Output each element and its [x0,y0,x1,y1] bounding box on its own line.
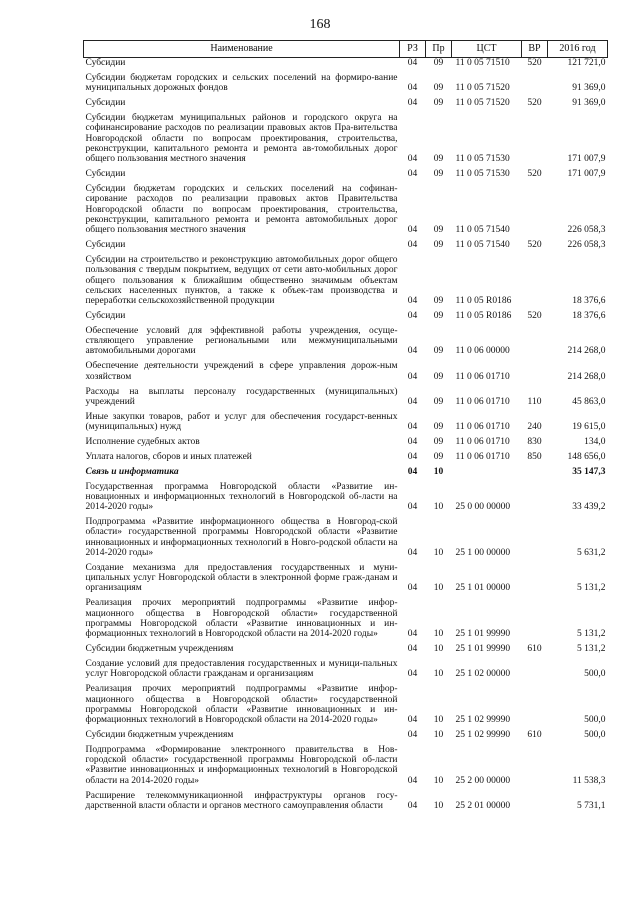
cell-sum: 35 147,3 [572,466,606,477]
cell-name: Обеспечение деятельности учреждений в сфере управления дорож-ным хозяйством [85,361,398,382]
cell-sum: 171 007,9 [567,154,606,165]
cell-rz: 04 [407,310,418,321]
cell-name: Субсидии [85,240,126,251]
cell-vr [522,326,548,361]
cell-sum: 148 656,0 [567,451,606,462]
cell-sum: 5 131,2 [577,644,606,655]
cell-sum: 91 369,0 [572,83,606,94]
table-row [84,730,608,745]
cell-pr: 10 [433,775,444,786]
cell-cst: 25 1 01 99990 [455,629,511,640]
cell-pr: 09 [433,296,444,307]
table-row [84,659,608,684]
cell-name: Субсидии бюджетным учреждениям [85,729,234,740]
cell-sum: 226 058,3 [567,225,606,236]
cell-rz: 04 [407,154,418,165]
cell-sum: 18 376,6 [572,310,606,321]
cell-rz: 04 [407,240,418,251]
cell-name: Реализация прочих мероприятий подпрограммы «Развитие инфор-мационного общества в Новгородской области» государственной программы Новгородской области «Развитие инновационных и ин-формационных технологий в Новгородской области на 2014-2020 годы» [85,684,398,726]
cell-rz: 04 [407,422,418,433]
table-row [84,598,608,644]
cell-pr: 09 [433,225,444,236]
cell-rz: 04 [407,715,418,726]
cell-pr: 09 [433,58,444,68]
cell-rz: 04 [407,729,418,740]
table-row [84,113,608,169]
budget-table [83,40,608,816]
cell-sum: 5 131,2 [577,629,606,640]
table-row [84,326,608,361]
table-row [84,58,608,73]
cell-cst: 25 1 02 00000 [455,669,511,680]
cell-cst: 11 0 05 71510 [455,58,510,68]
cell-vr: 610 [527,644,542,655]
cell-rz: 04 [407,644,418,655]
table-row [84,387,608,412]
cell-name: Субсидии бюджетным учреждениям [85,644,234,655]
cell-sum: 500,0 [584,715,606,726]
cell-cst: 25 1 02 99990 [455,715,511,726]
cell-pr: 10 [433,583,444,594]
cell-sum: 91 369,0 [572,98,606,109]
cell-pr: 09 [433,83,444,94]
cell-rz: 04 [407,502,418,513]
cell-rz: 04 [407,371,418,382]
table-row [84,745,608,791]
cell-cst: 25 1 01 00000 [455,583,511,594]
cell-pr: 09 [433,436,444,447]
cell-vr [522,73,548,98]
table-row [84,169,608,184]
table-row [84,517,608,563]
cell-sum: 500,0 [584,669,606,680]
table-row [84,482,608,517]
cell-name: Субсидии бюджетам муниципальных районов и городского округа на софинансирование расходов по реализации правовых актов Пра-вительства Новгородской области по вопросам проектирования, строительства, реконструкции, капитального ремонта и ремонта ав-томобильных дорог общего пользования местного значения [85,112,398,165]
table-row [84,644,608,659]
cell-name: Уплата налогов, сборов и иных платежей [85,451,252,462]
cell-pr: 10 [433,715,444,726]
cell-sum: 214 268,0 [567,346,606,357]
table-row [84,255,608,311]
cell-rz: 04 [407,451,418,462]
table-row [84,184,608,240]
cell-name: Субсидии [85,169,126,180]
cell-sum: 19 615,0 [572,422,606,433]
table-row [84,361,608,386]
cell-sum: 171 007,9 [567,169,606,180]
cell-pr: 09 [433,422,444,433]
cell-cst: 11 0 05 71520 [455,83,510,94]
cell-pr: 09 [433,169,444,180]
cell-cst: 11 0 05 R0186 [455,310,512,321]
cell-vr [522,467,548,482]
cell-cst: 25 2 00 00000 [455,775,511,786]
header-pr: Пр [426,41,452,58]
cell-pr: 10 [433,800,444,811]
cell-vr [522,517,548,563]
cell-sum: 5 731,1 [577,800,606,811]
cell-cst [452,467,522,482]
table-body [84,58,608,816]
cell-sum: 226 058,3 [567,240,606,251]
cell-name: Исполнение судебных актов [85,436,200,447]
table-row [84,98,608,113]
cell-rz: 04 [407,98,418,109]
cell-cst: 11 0 05 71540 [455,240,510,251]
table-row [84,452,608,467]
cell-vr: 610 [527,729,542,740]
cell-name: Создание условий для предоставления государственных и муници-пальных услуг Новгородской области гражданам и организациям [85,659,398,680]
header-cst: ЦСТ [452,41,522,58]
cell-sum: 5 631,2 [577,547,606,558]
cell-name: Создание механизма для предоставления государственных и муни-ципальных услуг Новгородской области в электронной форме граж-данам и организациям [85,562,398,594]
cell-name: Связь и информатика [85,466,179,477]
cell-cst: 25 2 01 00000 [455,800,511,811]
cell-vr: 520 [527,98,542,109]
cell-sum: 33 439,2 [572,502,606,513]
cell-pr: 09 [433,310,444,321]
cell-rz: 04 [407,225,418,236]
cell-name: Обеспечение условий для эффективной работы учреждения, осуще-ствляющего управление региональными или межмуниципальными автомобильными дорогами [85,325,398,357]
cell-cst: 11 0 06 00000 [455,346,510,357]
table-row [84,73,608,98]
cell-pr: 10 [433,629,444,640]
table-row [84,467,608,482]
cell-name: Государственная программа Новгородской области «Развитие ин-новационных и информационных технологий в Новгородской об-ласти на 2014-2020 годы» [85,481,398,513]
cell-rz: 04 [407,775,418,786]
cell-rz: 04 [407,346,418,357]
cell-pr: 10 [433,669,444,680]
table-header-row [84,41,608,58]
cell-name: Субсидии бюджетам городских и сельских поселений на софинан-сирование расходов по реализации правовых актов Правительства Новгородской области по вопросам проектирования, строительства, реконструкции, капитального ремонта и ремонта автомобильных дорог общего пользования местного значения [85,183,398,236]
cell-cst: 11 0 05 R0186 [455,296,512,307]
cell-cst: 11 0 06 01710 [455,451,510,462]
cell-rz: 04 [407,629,418,640]
cell-vr [522,745,548,791]
cell-pr: 10 [433,502,444,513]
cell-name: Подпрограмма «Формирование электронного правительства в Нов-городской области» государственной программы Новгородской об-ласти «Развитие инновационных и информационных технологий в Новгородской области на 2014-2020 годы» [85,744,398,786]
cell-name: Субсидии на строительство и реконструкцию автомобильных дорог общего пользования с твердым покрытием, ведущих от сети авто-мобильных дорог общего пользования к ближайшим общественно значимым объектам сельских населенных пунктов, а также к объек-там производства и переработки сельскохозяйственной продукции [85,254,398,307]
table-row [84,437,608,452]
cell-vr [522,255,548,311]
cell-cst: 25 1 01 99990 [455,644,511,655]
cell-sum: 121 721,0 [567,58,606,68]
cell-rz: 04 [407,169,418,180]
cell-cst: 25 1 02 99990 [455,729,511,740]
cell-pr: 10 [433,547,444,558]
cell-pr: 09 [433,154,444,165]
cell-vr [522,563,548,598]
cell-name: Расходы на выплаты персоналу государственных (муниципальных) учреждений [85,386,398,407]
cell-cst: 11 0 05 71530 [455,169,510,180]
cell-name: Субсидии бюджетам городских и сельских поселений на формиро-вание муниципальных дорожных фондов [85,72,398,94]
cell-rz: 04 [407,436,418,447]
cell-pr: 09 [433,451,444,462]
header-sum: 2016 год [548,41,608,58]
cell-cst: 11 0 06 01710 [455,396,510,407]
header-rz: РЗ [400,41,426,58]
table-row [84,563,608,598]
cell-rz: 04 [407,83,418,94]
cell-cst: 11 0 06 01710 [455,422,510,433]
cell-sum: 5 131,2 [577,583,606,594]
cell-vr: 850 [527,451,542,462]
cell-rz: 04 [407,58,418,68]
cell-cst: 11 0 06 01710 [455,371,510,382]
cell-name: Субсидии [85,310,126,321]
cell-rz: 04 [407,800,418,811]
cell-pr: 10 [433,466,444,477]
page-number: 168 [309,17,331,32]
cell-rz: 04 [407,396,418,407]
cell-cst: 11 0 05 71540 [455,225,510,236]
cell-vr [522,684,548,730]
cell-rz: 04 [407,583,418,594]
cell-name: Подпрограмма «Развитие информационного общества в Новгород-ской области» государственной программы Новгородской области «Развитие инновационных и информационных технологий в Новго-родской области на 2014-2020 годы» [85,517,398,558]
cell-cst: 11 0 05 71520 [455,98,510,109]
cell-name: Иные закупки товаров, работ и услуг для обеспечения государст-венных (муниципальных) нужд [85,411,398,433]
cell-pr: 09 [433,396,444,407]
cell-vr [522,791,548,816]
cell-pr: 09 [433,371,444,382]
cell-vr: 830 [527,436,542,447]
cell-rz: 04 [407,296,418,307]
table-row [84,412,608,437]
table-row [84,311,608,326]
cell-pr: 09 [433,98,444,109]
cell-vr: 520 [527,169,542,180]
cell-vr [522,482,548,517]
cell-vr: 240 [527,422,542,433]
cell-vr [522,361,548,386]
cell-cst: 25 1 00 00000 [455,547,511,558]
cell-name: Расширение телекоммуникационной инфраструктуры органов госу-дарственной власти области и органов местного самоуправления области [85,790,398,811]
cell-sum: 134,0 [584,436,606,447]
header-name: Наименование [84,41,400,58]
cell-vr: 110 [527,396,542,407]
cell-pr: 10 [433,729,444,740]
cell-rz: 04 [407,669,418,680]
cell-cst: 11 0 05 71530 [455,154,510,165]
cell-vr: 520 [527,240,542,251]
table-row [84,240,608,255]
cell-sum: 18 376,6 [572,296,606,307]
cell-sum: 500,0 [584,729,606,740]
cell-sum: 214 268,0 [567,371,606,382]
table-row [84,684,608,730]
cell-vr [522,659,548,684]
cell-pr: 09 [433,346,444,357]
table-row [84,791,608,816]
cell-pr: 09 [433,240,444,251]
header-vr: ВР [522,41,548,58]
cell-name: Субсидии [85,98,126,109]
cell-name: Субсидии [85,58,126,68]
cell-vr: 520 [527,310,542,321]
cell-vr: 520 [527,58,542,68]
cell-rz: 04 [407,466,418,477]
cell-vr [522,598,548,644]
cell-pr: 10 [433,644,444,655]
cell-vr [522,113,548,169]
cell-sum: 11 538,3 [572,775,606,786]
cell-name: Реализация прочих мероприятий подпрограммы «Развитие инфор-мационного общества в Новгородской области» государственной программы Новгородской области «Развитие инновационных и ин-формационных технологий в Новгородской области на 2014-2020 годы» [85,598,398,640]
cell-vr [522,184,548,240]
cell-cst: 11 0 06 01710 [455,436,510,447]
cell-sum: 45 863,0 [572,396,606,407]
cell-rz: 04 [407,547,418,558]
cell-cst: 25 0 00 00000 [455,502,511,513]
